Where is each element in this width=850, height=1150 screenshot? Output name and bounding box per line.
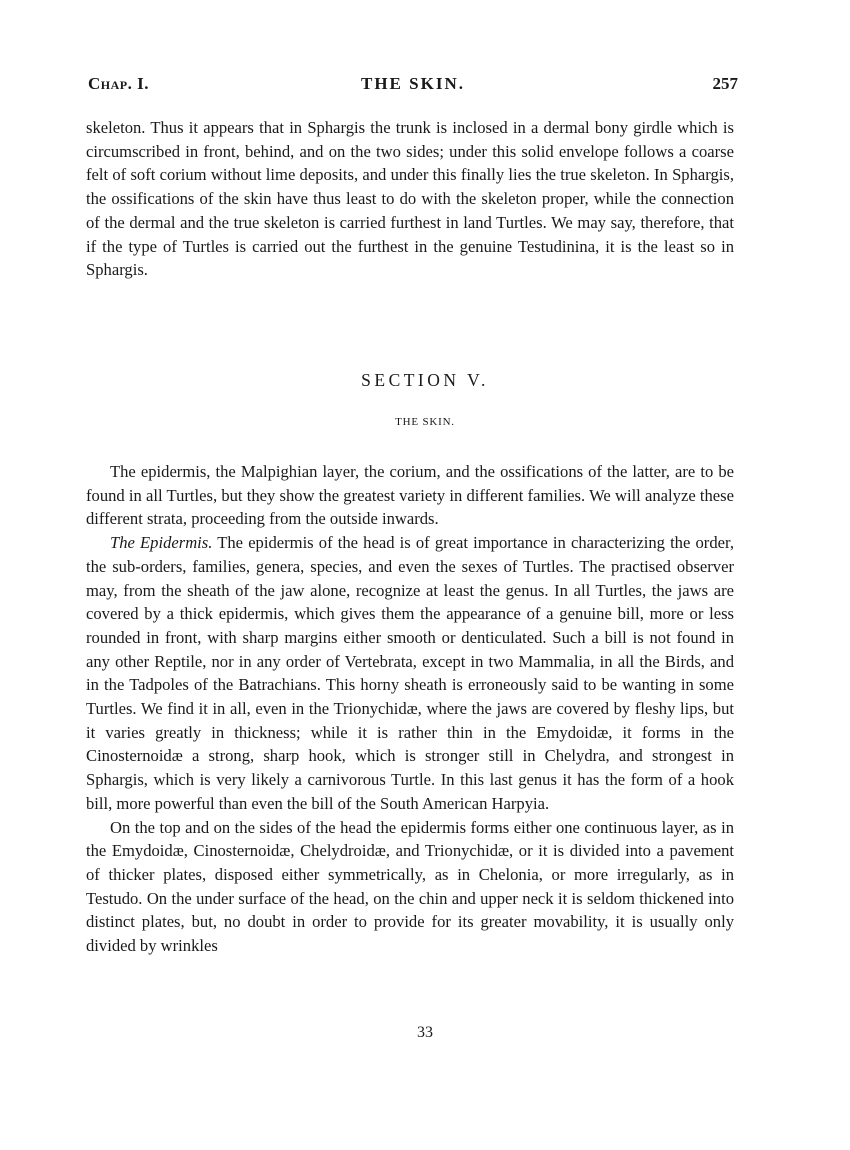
- intro-text-block: [86, 116, 734, 282]
- running-head: [88, 74, 738, 100]
- paragraph-epidermis: [86, 531, 734, 815]
- signature-mark: 33: [417, 1024, 433, 1041]
- paragraph-head-plates: On the top and on the sides of the head the epidermis forms either one continuous layer, as in the Emydoidæ, Cinosternoidæ, Chelydroidæ, and Trionychidæ, or it is divided into a pavement of thicker plates, disposed either symmetrically, as in Chelonia, or more irregularly, as in Testudo. On the under surface of the head, on the chin and upper neck it is seldom thickened into distinct plates, but, no doubt in order to provide for its greater movability, it is usually only divided by wrinkles: [86, 817, 734, 956]
- page-number: 257: [712, 74, 738, 93]
- section-heading: SECTION V.: [361, 370, 489, 390]
- running-title: THE SKIN.: [361, 74, 465, 93]
- intro-paragraph: skeleton. Thus it appears that in Sphargis the trunk is inclosed in a dermal bony girdle which is circumscribed in front, behind, and on the two sides; under this solid envelope follows a coarse felt of soft corium without lime deposits, and under this finally lies the true skeleton. In Sphargis, the ossifications of the skin have thus least to do with the skeleton proper, while the connection of the dermal and the true skeleton is carried furthest in land Turtles. We may say, therefore, that if the type of Turtles is carried out the furthest in the genuine Testudinina, it is the least so in Sphargis.: [86, 118, 734, 280]
- chapter-label: Chap. I.: [88, 74, 149, 93]
- paragraph-strata: The epidermis, the Malpighian layer, the corium, and the ossifications of the latter, are to be found in all Turtles, but they show the greatest variety in different families. We will analyze these different strata, proceeding from the outside inwards.: [86, 462, 734, 529]
- paragraph-lead-italic: The Epidermis.: [110, 533, 213, 553]
- paragraph-epidermis-body: The epidermis of the head is of great importance in characterizing the order, the sub-orders, families, genera, species, and even the sexes of Turtles. The practised observer may, from the sheath of the jaw alone, recognize at least the genus. In all Turtles, the jaws are covered by a thick epidermis, which gives them the appearance of a genuine bill, more or less rounded in front, with sharp margins either smooth or denticulated. Such a bill is not found in any other Reptile, nor in any order of Vertebrata, except in two Mammalia, in all the Birds, and in the Tadpoles of the Batrachians. This horny sheath is erroneously said to be wanting in some Turtles. We find it in all, even in the Trionychidæ, where the jaws are covered by fleshy lips, but it varies greatly in thickness; while it is rather thin in the Emydoidæ, it forms in the Cinosternoidæ a strong, sharp hook, which is stronger still in Chelydra, and strongest in Sphargis, which is very likely a carnivorous Turtle. In this last genus it has the form of a hook bill, more powerful than even the bill of the South American Harpyia.: [86, 533, 734, 813]
- section-subheading: THE SKIN.: [395, 416, 455, 428]
- section-text-block: [86, 460, 734, 958]
